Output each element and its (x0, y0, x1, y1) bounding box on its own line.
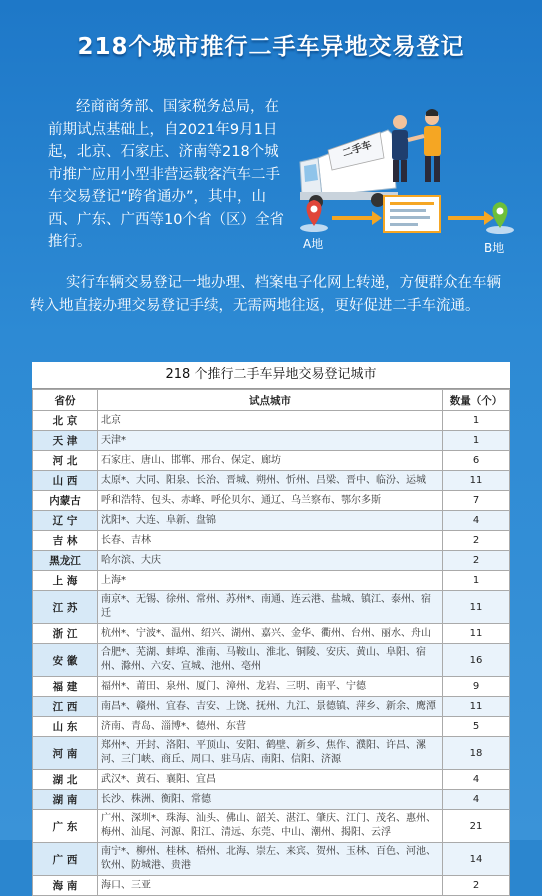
table-row (33, 697, 510, 717)
count-cell: 1 (443, 411, 510, 431)
label-a: A地 (303, 237, 324, 251)
table-row (33, 511, 510, 531)
cities-cell: 杭州*、宁波*、温州、绍兴、湖州、嘉兴、金华、衢州、台州、丽水、舟山 (98, 624, 443, 644)
cities-cell: 合肥*、芜湖、蚌埠、淮南、马鞍山、淮北、铜陵、安庆、黄山、阜阳、宿州、滁州、六安、宣城、池州、亳州 (98, 644, 443, 677)
cities-cell: 石家庄、唐山、邯郸、邢台、保定、廊坊 (98, 451, 443, 471)
table-row (33, 644, 510, 677)
table-row (33, 431, 510, 451)
cities-cell: 上海* (98, 571, 443, 591)
table-row (33, 770, 510, 790)
table-row (33, 843, 510, 876)
count-cell: 4 (443, 770, 510, 790)
cities-cell: 北京 (98, 411, 443, 431)
cities-cell: 呼和浩特、包头、赤峰、呼伦贝尔、通辽、乌兰察布、鄂尔多斯 (98, 491, 443, 511)
count-cell: 4 (443, 511, 510, 531)
province-cell: 广 东 (33, 810, 98, 843)
province-cell: 北 京 (33, 411, 98, 431)
header-cities: 试点城市 (98, 390, 443, 411)
province-cell: 天 津 (33, 431, 98, 451)
province-cell: 河 北 (33, 451, 98, 471)
table-row (33, 571, 510, 591)
people-icon (392, 109, 441, 182)
province-cell: 湖 北 (33, 770, 98, 790)
province-cell: 内蒙古 (33, 491, 98, 511)
city-table-container (32, 362, 510, 892)
province-cell: 吉 林 (33, 531, 98, 551)
detail-paragraph: 实行车辆交易登记一地办理、档案电子化网上转递，方便群众在车辆转入地直接办理交易登记手续，无需两地往返，更好促进二手车流通。 (30, 275, 501, 314)
cities-cell: 天津* (98, 431, 443, 451)
trade-illustration (288, 100, 528, 260)
table-row (33, 737, 510, 770)
count-cell: 5 (443, 717, 510, 737)
province-cell: 山 西 (33, 471, 98, 491)
province-cell: 江 西 (33, 697, 98, 717)
cities-cell: 太原*、大同、阳泉、长治、晋城、朔州、忻州、吕梁、晋中、临汾、运城 (98, 471, 443, 491)
city-table (32, 389, 510, 896)
table-row (33, 471, 510, 491)
count-cell: 1 (443, 571, 510, 591)
count-cell: 2 (443, 531, 510, 551)
count-cell: 7 (443, 491, 510, 511)
count-cell: 11 (443, 624, 510, 644)
table-row (33, 677, 510, 697)
count-cell: 21 (443, 810, 510, 843)
cities-cell: 南京*、无锡、徐州、常州、苏州*、南通、连云港、盐城、镇江、泰州、宿迁 (98, 591, 443, 624)
cities-cell: 福州*、莆田、泉州、厦门、漳州、龙岩、三明、南平、宁德 (98, 677, 443, 697)
cities-cell: 南昌*、赣州、宜春、吉安、上饶、抚州、九江、景德镇、萍乡、新余、鹰潭 (98, 697, 443, 717)
count-cell: 11 (443, 697, 510, 717)
document-icon (384, 196, 440, 232)
cities-cell: 广州、深圳*、珠海、汕头、佛山、韶关、湛江、肇庆、江门、茂名、惠州、梅州、汕尾、河源、阳江、清远、东莞、中山、潮州、揭阳、云浮 (98, 810, 443, 843)
table-row (33, 411, 510, 431)
location-pin-a-icon (300, 200, 328, 232)
count-cell: 16 (443, 644, 510, 677)
province-cell: 广 西 (33, 843, 98, 876)
province-cell: 浙 江 (33, 624, 98, 644)
cities-cell: 武汉*、黄石、襄阳、宜昌 (98, 770, 443, 790)
count-cell: 11 (443, 591, 510, 624)
province-cell: 辽 宁 (33, 511, 98, 531)
province-cell: 福 建 (33, 677, 98, 697)
header-province: 省份 (33, 390, 98, 411)
table-row (33, 810, 510, 843)
count-cell: 6 (443, 451, 510, 471)
count-cell: 11 (443, 471, 510, 491)
table-row (33, 591, 510, 624)
cities-cell: 郑州*、开封、洛阳、平顶山、安阳、鹤壁、新乡、焦作、濮阳、许昌、漯河、三门峡、商丘、周口、驻马店、南阳、信阳、济源 (98, 737, 443, 770)
cities-cell: 长沙、株洲、衡阳、常德 (98, 790, 443, 810)
cities-cell: 哈尔滨、大庆 (98, 551, 443, 571)
table-body (33, 411, 510, 896)
table-row (33, 790, 510, 810)
label-b: B地 (484, 241, 505, 255)
cities-cell: 海口、三亚 (98, 876, 443, 896)
intro-paragraph: 经商商务部、国家税务总局，在前期试点基础上，自2021年9月1日起，北京、石家庄、济南等218个城市推广应用小型非营运载客汽车二手车交易登记“跨省通办”，其中，山西、广东、广西等10个省（区）全省推行。 (48, 99, 284, 250)
table-header-row (33, 390, 510, 411)
table-row (33, 531, 510, 551)
cities-cell: 南宁*、柳州、桂林、梧州、北海、崇左、来宾、贺州、玉林、百色、河池、钦州、防城港、贵港 (98, 843, 443, 876)
province-cell: 海 南 (33, 876, 98, 896)
province-cell: 山 东 (33, 717, 98, 737)
count-cell: 9 (443, 677, 510, 697)
count-cell: 2 (443, 876, 510, 896)
table-row (33, 717, 510, 737)
count-cell: 4 (443, 790, 510, 810)
cities-cell: 沈阳*、大连、阜新、盘锦 (98, 511, 443, 531)
page-title: 218个城市推行二手车异地交易登记 (77, 34, 465, 60)
province-cell: 湖 南 (33, 790, 98, 810)
header-count: 数量（个） (443, 390, 510, 411)
province-cell: 黑龙江 (33, 551, 98, 571)
count-cell: 2 (443, 551, 510, 571)
province-cell: 安 徽 (33, 644, 98, 677)
province-cell: 河 南 (33, 737, 98, 770)
table-title: 218 个推行二手车异地交易登记城市 (32, 362, 510, 389)
cities-cell: 济南、青岛、淄博*、德州、东营 (98, 717, 443, 737)
table-row (33, 624, 510, 644)
count-cell: 1 (443, 431, 510, 451)
province-cell: 江 苏 (33, 591, 98, 624)
table-row (33, 551, 510, 571)
table-row (33, 491, 510, 511)
count-cell: 14 (443, 843, 510, 876)
table-row (33, 876, 510, 896)
table-row (33, 451, 510, 471)
province-cell: 上 海 (33, 571, 98, 591)
cities-cell: 长春、吉林 (98, 531, 443, 551)
count-cell: 18 (443, 737, 510, 770)
truck-text: 二手车 (341, 139, 374, 160)
